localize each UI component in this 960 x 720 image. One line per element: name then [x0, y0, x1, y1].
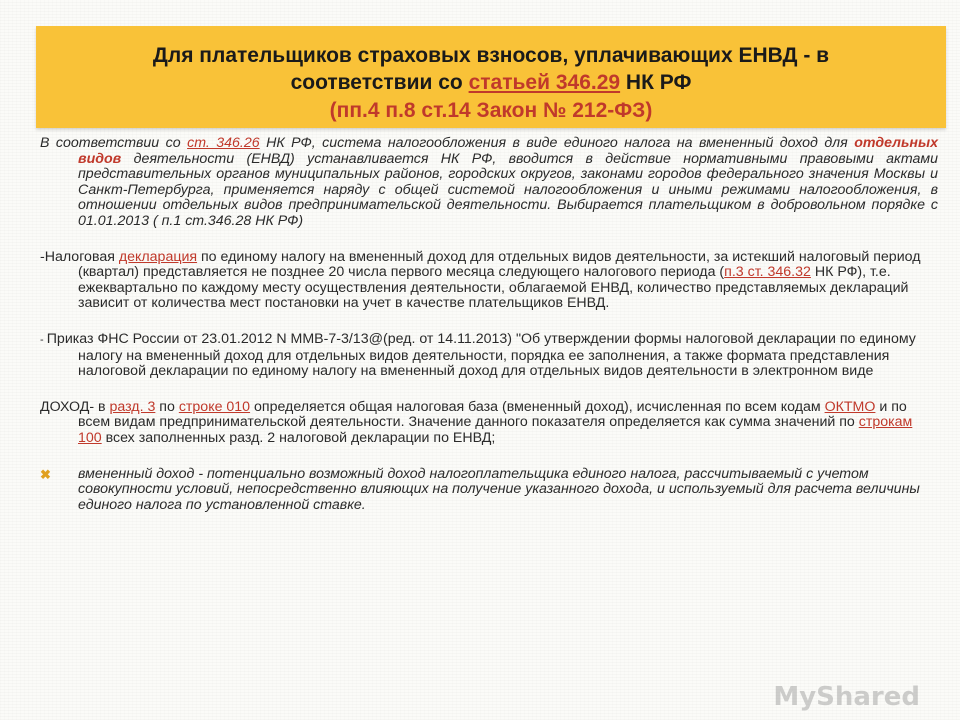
- title-line-2: [36, 70, 946, 96]
- title-line-2-post: НК РФ: [620, 71, 692, 94]
- declaration-link[interactable]: декларация: [118, 248, 198, 265]
- content: [40, 136, 938, 513]
- p1-emphasis: отдельных видов: [78, 135, 938, 167]
- bullet-x-icon: ✖: [40, 466, 51, 482]
- article-346-29-link[interactable]: статьей 346.29: [468, 71, 621, 94]
- paragraph-order: [40, 332, 938, 380]
- p1-text-rest: деятельности (ЕНВД) устанавливается НК РФ, вводится в действие нормативными правовыми актами представительных органов муниципальных районов, городских округов, законами городов федерального значения Москвы и Санкт-Петербурга, применяется наряду с общей системой налогообложения и иными режимами налогообложения, в отношении отдельных видов предпринимательской деятельности. Выбирается плательщиком в добровольном порядке с 01.01.2013 ( п.1 ст.346.28 НК РФ): [78, 150, 938, 229]
- title-line-1: Для плательщиков страховых взносов, уплачивающих ЕНВД - в: [152, 44, 830, 67]
- p4-text-pre: ДОХОД- в: [40, 398, 110, 415]
- bullet-text: вмененный доход - потенциально возможный доход налогоплательщика единого налога, рассчитываемый с учетом совокупности условий, непосредственно влияющих на получение указанного дохода, и используемый для расчета величины единого налога по установленной ставке.: [78, 465, 920, 513]
- p3-dash: -: [40, 333, 47, 346]
- section-3-link[interactable]: разд. 3: [109, 398, 156, 415]
- p1-text-mid: НК РФ, система налогообложения в виде единого налога на вмененный доход для: [259, 135, 855, 151]
- line-010-link[interactable]: строке 010: [178, 398, 251, 415]
- paragraph-income: [40, 400, 938, 447]
- p4-text-rest: всех заполненных разд. 2 налоговой декларации по ЕНВД;: [101, 429, 496, 446]
- title-line-2-pre: соответствии со: [290, 71, 469, 94]
- paragraph-declaration: [40, 250, 938, 312]
- p2-text-rest: НК РФ), т.е. ежеквартально по каждому месту осуществления деятельности, облагаемой ЕНВД, количество представляемых деклараций зависит от количества мест постановки на учет в качестве плательщиков ЕНВД.: [78, 264, 909, 312]
- bullet-imputed-income: [40, 467, 938, 514]
- article-346-26-link[interactable]: ст. 346.26: [187, 135, 260, 151]
- p2-text-pre: -Налоговая: [40, 248, 119, 265]
- p1-text-pre: В соответствии со: [40, 135, 188, 151]
- p4-text-mid3: и по всем видам предпринимательской деятельности. Значение данного показателя определяется как сумма значений по: [78, 398, 907, 431]
- title-banner: [36, 26, 946, 128]
- p4-text-mid2: определяется общая налоговая база (вмененный доход), исчисленная по всем кодам: [250, 398, 825, 415]
- paragraph-envd-definition: [40, 136, 938, 230]
- p3-text: Приказ ФНС России от 23.01.2012 N ММВ-7-3/13@(ред. от 14.11.2013) "Об утверждении формы налоговой декларации по единому налогу на вмененный доход для отдельных видов деятельности, порядка ее заполнения, а также формата представления налоговой декларации по единому налогу на вмененный доход для отдельных видов деятельности в электронном виде: [46, 330, 916, 380]
- title-line-3: (пп.4 п.8 ст.14 Закон № 212-ФЗ): [329, 99, 653, 122]
- article-346-32-link[interactable]: п.3 ст. 346.32: [724, 264, 811, 281]
- oktmo-link[interactable]: ОКТМО: [824, 398, 876, 415]
- p2-text-mid: по единому налогу на вмененный доход для отдельных видов деятельности, за истекший налоговый период (квартал) представляется не позднее 20 числа первого месяца следующего налогового периода (: [78, 248, 921, 281]
- lines-100-link[interactable]: строкам 100: [78, 414, 913, 446]
- p4-text-mid1: по: [155, 398, 179, 415]
- watermark: MyShared: [773, 682, 920, 712]
